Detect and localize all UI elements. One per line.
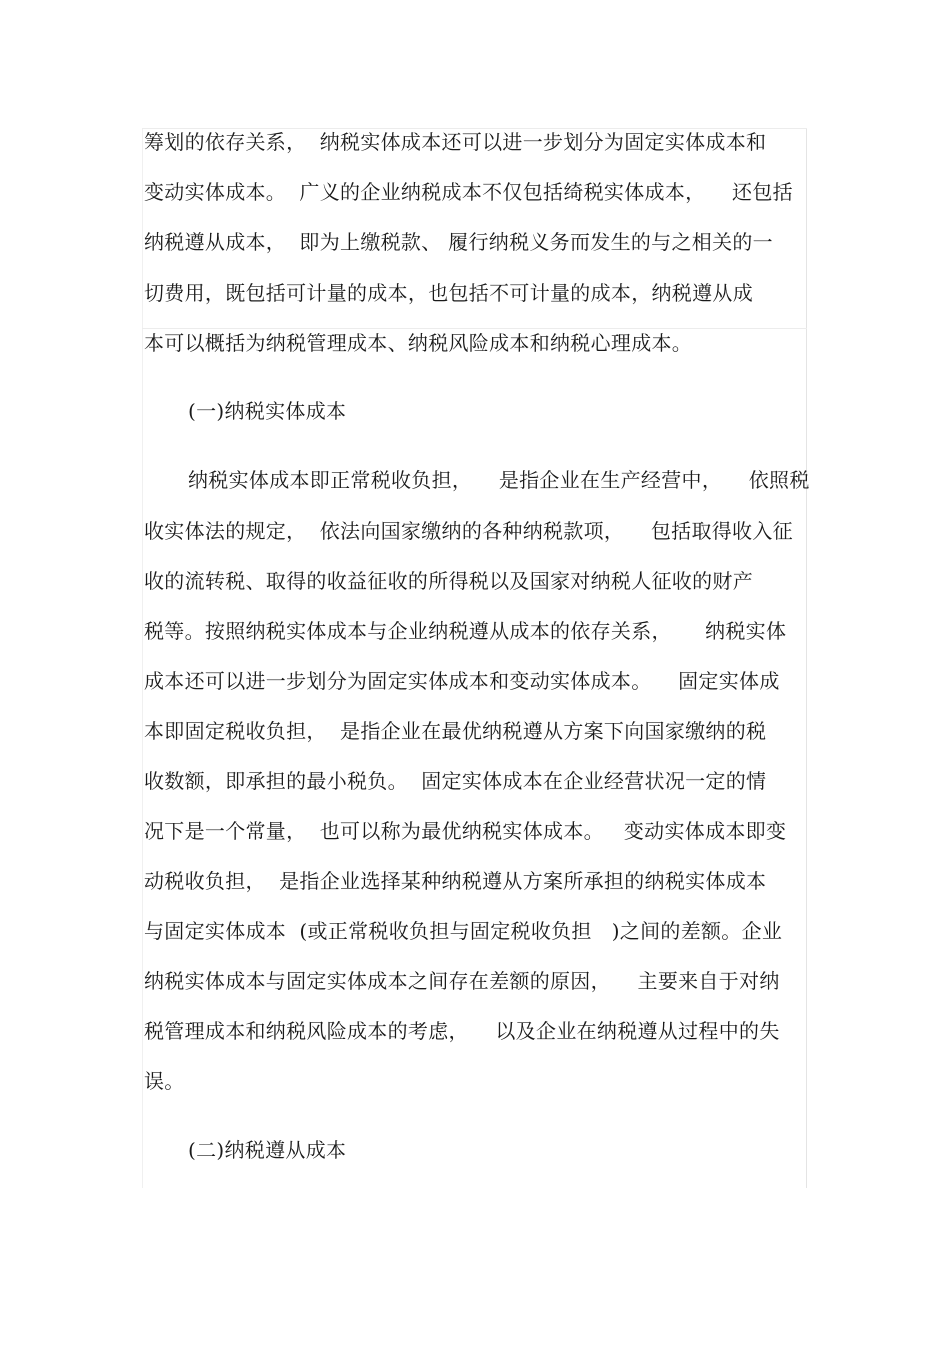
intro-line: 筹划的依存关系， 纳税实体成本还可以进一步划分为固定实体成本和 bbox=[144, 130, 767, 154]
text-block-left-border bbox=[142, 128, 143, 1188]
body-line: 与固定实体成本 (或正常税收负担与固定税收负担 )之间的差额。企业 bbox=[144, 919, 783, 943]
intro-line: 纳税遵从成本， 即为上缴税款、 履行纳税义务而发生的与之相关的一 bbox=[144, 230, 773, 254]
body-line: 税管理成本和纳税风险成本的考虑， 以及企业在纳税遵从过程中的失 bbox=[144, 1019, 780, 1043]
text-block-rule bbox=[142, 328, 807, 329]
body-line: 收的流转税、取得的收益征收的所得税以及国家对纳税人征收的财产 bbox=[144, 569, 753, 593]
text-block-right-border bbox=[806, 128, 807, 1188]
body-line: 收实体法的规定， 依法向国家缴纳的各种纳税款项， 包括取得收入征 bbox=[144, 519, 793, 543]
body-line: 税等。按照纳税实体成本与企业纳税遵从成本的依存关系， 纳税实体 bbox=[144, 619, 787, 643]
section-heading-2: (二)纳税遵从成本 bbox=[188, 1138, 347, 1162]
body-line: 误。 bbox=[144, 1069, 185, 1093]
intro-line: 本可以概括为纳税管理成本、纳税风险成本和纳税心理成本。 bbox=[144, 331, 693, 355]
intro-line: 切费用，既包括可计量的成本，也包括不可计量的成本，纳税遵从成 bbox=[144, 281, 753, 305]
body-line: 况下是一个常量， 也可以称为最优纳税实体成本。 变动实体成本即变 bbox=[144, 819, 787, 843]
body-line: 动税收负担， 是指企业选择某种纳税遵从方案所承担的纳税实体成本 bbox=[144, 869, 767, 893]
body-line: 本即固定税收负担， 是指企业在最优纳税遵从方案下向国家缴纳的税 bbox=[144, 719, 767, 743]
body-line: 纳税实体成本与固定实体成本之间存在差额的原因， 主要来自于对纳 bbox=[144, 969, 780, 993]
body-line: 纳税实体成本即正常税收负担， 是指企业在生产经营中， 依照税 bbox=[188, 468, 810, 492]
body-line: 收数额，即承担的最小税负。 固定实体成本在企业经营状况一定的情 bbox=[144, 769, 767, 793]
section-heading-1: (一)纳税实体成本 bbox=[188, 399, 347, 423]
intro-line: 变动实体成本。 广义的企业纳税成本不仅包括绮税实体成本， 还包括 bbox=[144, 180, 793, 204]
body-line: 成本还可以进一步划分为固定实体成本和变动实体成本。 固定实体成 bbox=[144, 669, 780, 693]
